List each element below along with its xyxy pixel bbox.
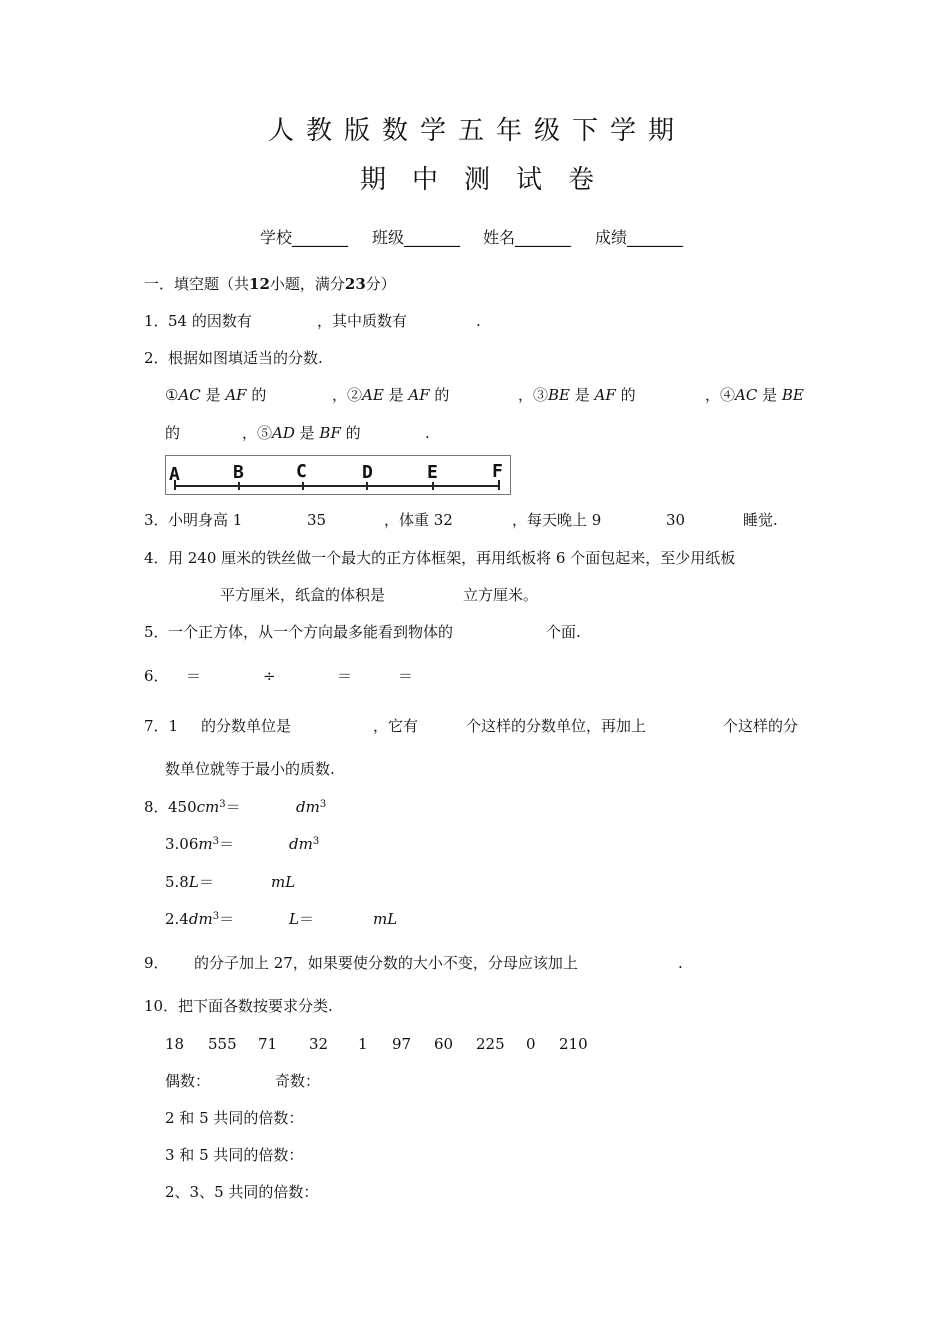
number-item: 225 [476, 1035, 505, 1053]
number-item: 210 [559, 1035, 588, 1053]
label-d: D [362, 462, 373, 483]
number-item: 71 [258, 1035, 278, 1053]
number-item: 0 [526, 1035, 536, 1053]
number-item: 32 [309, 1035, 329, 1053]
multiples-3-5: 3 和 5 共同的倍数： [165, 1146, 304, 1164]
label-f: F [492, 461, 503, 482]
number-item: 97 [392, 1035, 412, 1053]
even-label: 偶数： [165, 1072, 211, 1090]
odd-label: 奇数： [275, 1072, 321, 1090]
school-field: 学校_______ [260, 228, 349, 247]
name-field: 姓名_______ [483, 228, 572, 247]
multiples-2-5: 2 和 5 共同的倍数： [165, 1109, 304, 1127]
class-field: 班级_______ [372, 228, 461, 247]
label-a: A [169, 464, 180, 485]
ruler-diagram [166, 456, 510, 494]
question-2-line1: ①AC 是 AF 的 [165, 386, 267, 404]
ruler-figure [165, 455, 511, 495]
number-item: 18 [165, 1035, 185, 1053]
multiples-2-3-5: 2、3、5 共同的倍数： [165, 1183, 319, 1201]
label-b: B [233, 462, 244, 483]
number-item: 555 [208, 1035, 237, 1053]
title-line2: 期中测试卷 [360, 165, 621, 195]
label-e: E [427, 462, 438, 483]
section1-heading: 一．填空题（共12小题，满分23分） [144, 275, 396, 293]
number-item: 1 [358, 1035, 368, 1053]
score-field: 成绩_______ [595, 228, 684, 247]
label-c: C [296, 461, 307, 482]
number-item: 60 [434, 1035, 454, 1053]
title-line1: 人教版数学五年级下学期 [268, 116, 687, 146]
